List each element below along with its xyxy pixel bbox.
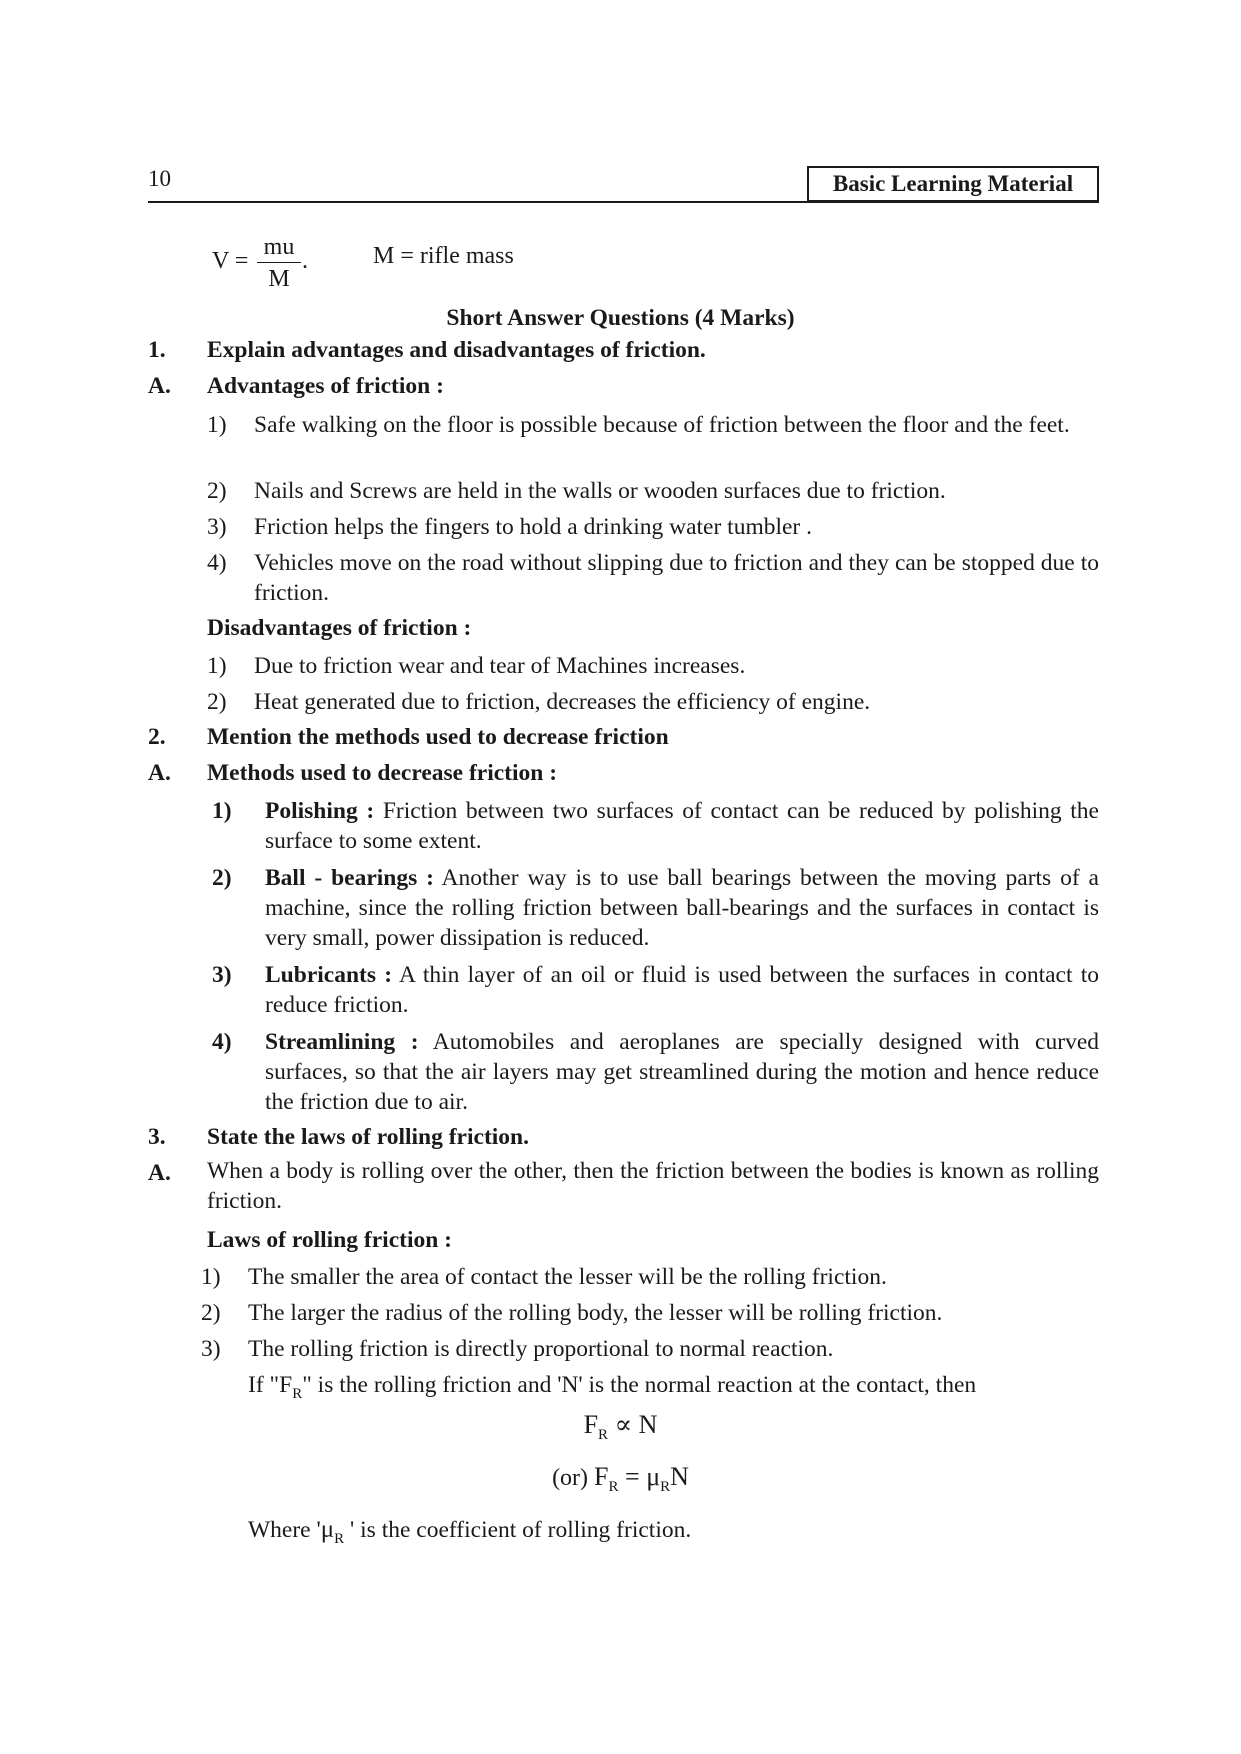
list-item-number: 2)	[212, 865, 232, 891]
list-item-text: Vehicles move on the road without slipping due to friction and they can be stopped due to friction.	[254, 550, 1099, 606]
method-description: A thin layer of an oil or fluid is used between the surfaces in contact to reduce friction.	[265, 962, 1099, 1018]
answer-label: A.	[148, 373, 171, 399]
list-item-text: Safe walking on the floor is possible because of friction between the floor and the feet.	[254, 412, 1070, 438]
header-divider	[148, 201, 1099, 203]
definition-text-part: Where '	[248, 1517, 321, 1543]
subscript: R	[608, 1479, 619, 1495]
proportionality-equation	[0, 1410, 1241, 1444]
disadvantages-heading: Disadvantages of friction :	[207, 615, 472, 641]
question-number: 3.	[148, 1124, 166, 1150]
page-number: 10	[148, 166, 171, 191]
list-item-text	[265, 796, 1099, 856]
formula-numerator: mu	[257, 232, 301, 263]
advantages-heading: Advantages of friction :	[207, 373, 444, 399]
question-number: 1.	[148, 337, 166, 363]
question-text: Explain advantages and disadvantages of friction.	[207, 337, 706, 363]
list-item-number: 1)	[201, 1264, 221, 1290]
method-term: Ball - bearings :	[265, 865, 434, 891]
answer-text: When a body is rolling over the other, then the friction between the bodies is known as rolling friction.	[207, 1158, 1099, 1214]
mu-symbol: μ	[320, 1516, 335, 1543]
answer-label: A.	[148, 760, 171, 786]
list-item-text: Nails and Screws are held in the walls or wooden surfaces due to friction.	[254, 478, 946, 504]
question-text: Mention the methods used to decrease friction	[207, 724, 669, 750]
equation-symbol: ∝ N	[608, 1410, 658, 1439]
list-item-text: The smaller the area of contact the lesser will be the rolling friction.	[248, 1264, 887, 1290]
method-term: Lubricants :	[265, 962, 393, 988]
subscript: R	[660, 1479, 671, 1495]
list-item-text: The rolling friction is directly proportional to normal reaction.	[248, 1336, 834, 1362]
list-item-number: 1)	[207, 653, 227, 679]
section-title: Short Answer Questions (4 Marks)	[446, 305, 795, 331]
equation-prefix: (or)	[552, 1465, 595, 1491]
running-header-title: Basic Learning Material	[807, 166, 1099, 202]
list-item-number: 4)	[207, 550, 227, 576]
subscript: R	[292, 1386, 303, 1402]
list-item-text: Friction helps the fingers to hold a drinking water tumbler .	[254, 514, 813, 540]
subscript: R	[598, 1427, 609, 1443]
method-description: Friction between two surfaces of contact can be reduced by polishing the surface to some extent.	[265, 798, 1099, 854]
question-text: State the laws of rolling friction.	[207, 1124, 530, 1150]
list-item-number: 3)	[201, 1336, 221, 1362]
list-item-number: 3)	[212, 962, 232, 988]
definition-text-part: If "F	[248, 1372, 293, 1398]
methods-heading: Methods used to decrease friction :	[207, 760, 558, 786]
laws-heading: Laws of rolling friction :	[207, 1227, 452, 1253]
list-item-number: 4)	[212, 1029, 232, 1055]
list-item-text	[265, 1027, 1099, 1117]
formula-fraction	[257, 232, 301, 295]
list-item-text: Due to friction wear and tear of Machines increases.	[254, 653, 746, 679]
equation-symbol: F	[583, 1410, 599, 1439]
formula-period: .	[302, 248, 308, 274]
list-item-text: The larger the radius of the rolling body, the lesser will be rolling friction.	[248, 1300, 943, 1326]
list-item-text: Heat generated due to friction, decreases the efficiency of engine.	[254, 689, 871, 715]
method-term: Polishing :	[265, 798, 375, 824]
list-item-number: 3)	[207, 514, 227, 540]
coefficient-definition	[248, 1515, 1099, 1554]
list-item-number: 2)	[201, 1300, 221, 1326]
definition-text-part: " is the rolling friction and 'N' is the normal reaction at the contact, then	[302, 1372, 977, 1398]
formula-denominator: M	[268, 266, 290, 292]
subscript: R	[334, 1531, 345, 1547]
list-item-number: 2)	[207, 689, 227, 715]
list-item-text	[265, 863, 1099, 953]
definition-text-part: ' is the coefficient of rolling friction.	[344, 1517, 692, 1543]
equation-symbol: N	[670, 1462, 689, 1491]
equation-symbol: F	[594, 1462, 609, 1491]
question-number: 2.	[148, 724, 166, 750]
method-description: Another way is to use ball bearings between the moving parts of a machine, since the rolling friction between ball-bearings and the surfaces in contact is very small, power dissipation is reduced.	[265, 865, 1099, 951]
method-description: Automobiles and aeroplanes are specially designed with curved surfaces, so that the air layers may get streamlined during the motion and hence reduce the friction due to air.	[265, 1029, 1099, 1115]
formula-note: M = rifle mass	[373, 243, 514, 269]
list-item-number: 1)	[207, 412, 227, 438]
list-item-number: 1)	[212, 798, 232, 824]
method-term: Streamlining :	[265, 1029, 419, 1055]
formula-lhs: V =	[212, 248, 249, 274]
list-item-text	[265, 960, 1099, 1020]
list-item-number: 2)	[207, 478, 227, 504]
answer-label: A.	[148, 1160, 171, 1186]
rolling-friction-definition	[248, 1370, 1099, 1409]
rolling-friction-equation	[0, 1462, 1241, 1496]
equation-symbol: = μ	[618, 1462, 661, 1491]
